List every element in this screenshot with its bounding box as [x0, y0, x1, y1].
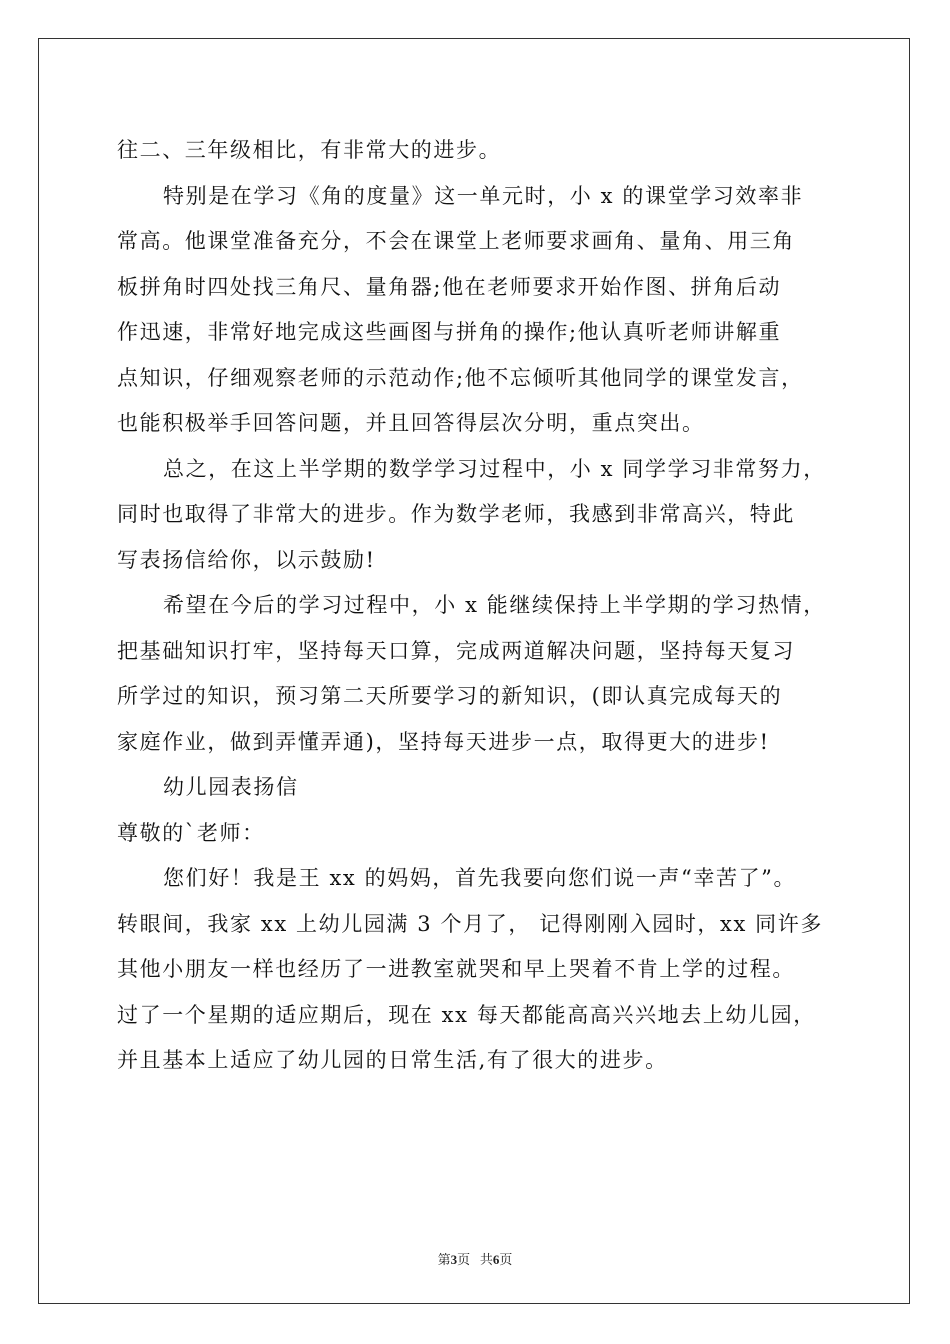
section-heading: 幼儿园表扬信	[163, 775, 299, 799]
paragraph-line: 同时也取得了非常大的进步。作为数学老师，我感到非常高兴，特此	[117, 502, 795, 526]
total-pages: 6	[492, 1252, 500, 1267]
paragraph-line: 您们好！我是王 xx 的妈妈，首先我要向您们说一声“幸苦了”。	[163, 866, 797, 890]
paragraph-line: 过了一个星期的适应期后，现在 xx 每天都能高高兴兴地去上幼儿园，	[117, 1002, 816, 1027]
total-suffix: 页	[499, 1252, 513, 1267]
paragraph-line: 往二、三年级相比，有非常大的进步。	[117, 138, 502, 162]
paragraph-line: 写表扬信给你，以示鼓励!	[117, 547, 376, 572]
paragraph-line: 特别是在学习《角的度量》这一单元时，小 x 的课堂学习效率非	[163, 183, 804, 208]
page-number: 3	[450, 1252, 458, 1267]
page-footer	[0, 1249, 950, 1268]
page-prefix: 第	[437, 1252, 451, 1267]
document-body	[117, 128, 857, 1084]
paragraph-line: 家庭作业，做到弄懂弄通)，坚持每天进步一点，取得更大的进步!	[117, 729, 770, 754]
paragraph-line: 总之，在这上半学期的数学学习过程中，小 x 同学学习非常努力，	[163, 456, 826, 481]
paragraph-line: 并且基本上适应了幼儿园的日常生活,有了很大的进步。	[117, 1048, 668, 1072]
paragraph-line: 板拼角时四处找三角尺、量角器;他在老师要求开始作图、拼角后动	[117, 274, 782, 299]
paragraph-line: 所学过的知识，预习第二天所要学习的新知识，(即认真完成每天的	[117, 684, 783, 708]
paragraph-line: 作迅速，非常好地完成这些画图与拼角的操作;他认真听老师讲解重	[117, 320, 782, 344]
total-prefix: 共	[479, 1252, 493, 1267]
page-suffix: 页	[457, 1252, 471, 1267]
paragraph-line: 转眼间，我家 xx 上幼儿园满 3 个月了， 记得刚刚入园时，xx 同许多	[117, 911, 823, 936]
paragraph-line: 把基础知识打牢，坚持每天口算，完成两道解决问题，坚持每天复习	[117, 638, 795, 663]
salutation: 尊敬的`老师：	[117, 820, 265, 845]
paragraph-line: 点知识，仔细观察老师的示范动作;他不忘倾听其他同学的课堂发言，	[117, 365, 804, 390]
paragraph-line: 其他小朋友一样也经历了一进教室就哭和早上哭着不肯上学的过程。	[117, 957, 795, 981]
paragraph-line: 希望在今后的学习过程中，小 x 能继续保持上半学期的学习热情，	[163, 593, 826, 617]
paragraph-line: 也能积极举手回答问题，并且回答得层次分明，重点突出。	[117, 411, 705, 435]
paragraph-line: 常高。他课堂准备充分，不会在课堂上老师要求画角、量角、用三角	[117, 229, 795, 253]
